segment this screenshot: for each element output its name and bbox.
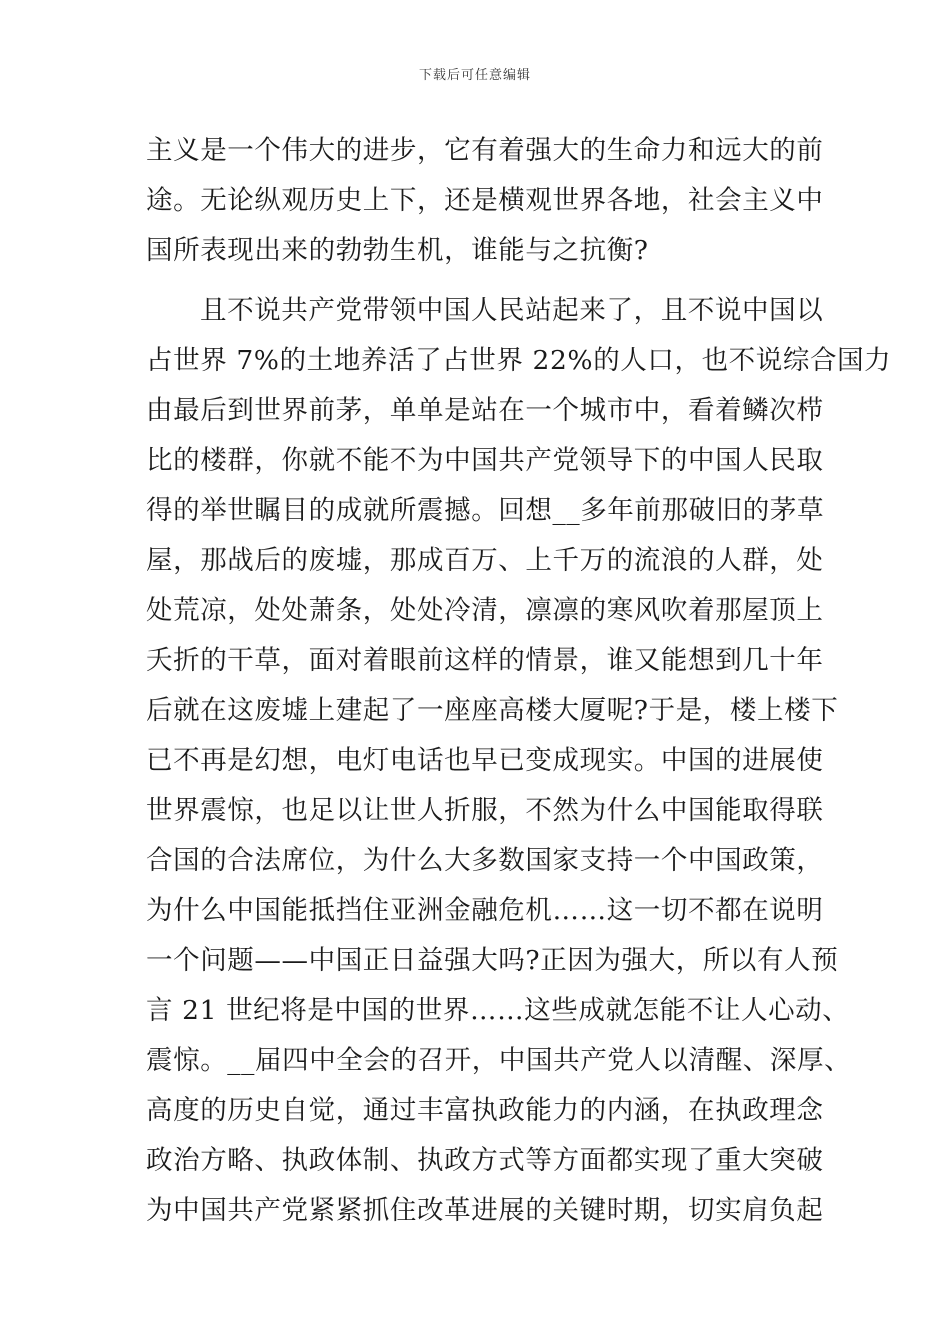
text-line: 高度的历史自觉，通过丰富执政能力的内涵，在执政理念 [146,1095,824,1126]
text-line: 由最后到世界前茅，单单是站在一个城市中，看着鳞次栉 [146,395,824,426]
text-line: 占世界 7%的土地养活了占世界 22%的人口，也不说综合国力 [146,345,892,376]
page-header: 下载后可任意编辑 [418,68,531,83]
text-line: 且不说共产党带领中国人民站起来了，且不说中国以 [200,295,824,326]
text-line: 后就在这废墟上建起了一座座高楼大厦呢?于是，楼上楼下 [146,695,839,726]
text-line: 得的举世瞩目的成就所震撼。回想__多年前那破旧的茅草 [146,495,825,526]
text-line: 处荒凉，处处萧条，处处冷清，凛凛的寒风吹着那屋顶上 [146,595,824,626]
paragraph-gap [146,276,811,286]
paragraph-2 [146,286,892,1236]
text-line: 为中国共产党紧紧抓住改革进展的关键时期，切实肩负起 [146,1195,824,1226]
text-line: 一个问题——中国正日益强大吗?正因为强大，所以有人预 [146,945,839,976]
text-line: 夭折的干草，面对着眼前这样的情景，谁又能想到几十年 [146,645,824,676]
text-line: 震惊。__届四中全会的召开，中国共产党人以清醒、深厚、 [146,1045,852,1076]
text-line: 合国的合法席位，为什么大多数国家支持一个中国政策， [146,845,824,876]
text-line: 途。无论纵观历史上下，还是横观世界各地，社会主义中 [146,185,824,216]
text-line: 主义是一个伟大的进步，它有着强大的生命力和远大的前 [146,135,824,166]
text-line: 屋，那战后的废墟，那成百万、上千万的流浪的人群，处 [146,545,824,576]
text-line: 国所表现出来的勃勃生机，谁能与之抗衡? [146,235,649,266]
text-line: 言 21 世纪将是中国的世界……这些成就怎能不让人心动、 [146,995,850,1026]
text-line: 政治方略、执政体制、执政方式等方面都实现了重大突破 [146,1145,824,1176]
paragraph-1 [146,126,824,276]
text-line: 比的楼群，你就不能不为中国共产党领导下的中国人民取 [146,445,824,476]
text-line: 为什么中国能抵挡住亚洲金融危机……这一切不都在说明 [146,895,824,926]
text-line: 世界震惊，也足以让世人折服，不然为什么中国能取得联 [146,795,824,826]
text-line: 已不再是幻想，电灯电话也早已变成现实。中国的进展使 [146,745,824,776]
document-body [146,126,892,1236]
